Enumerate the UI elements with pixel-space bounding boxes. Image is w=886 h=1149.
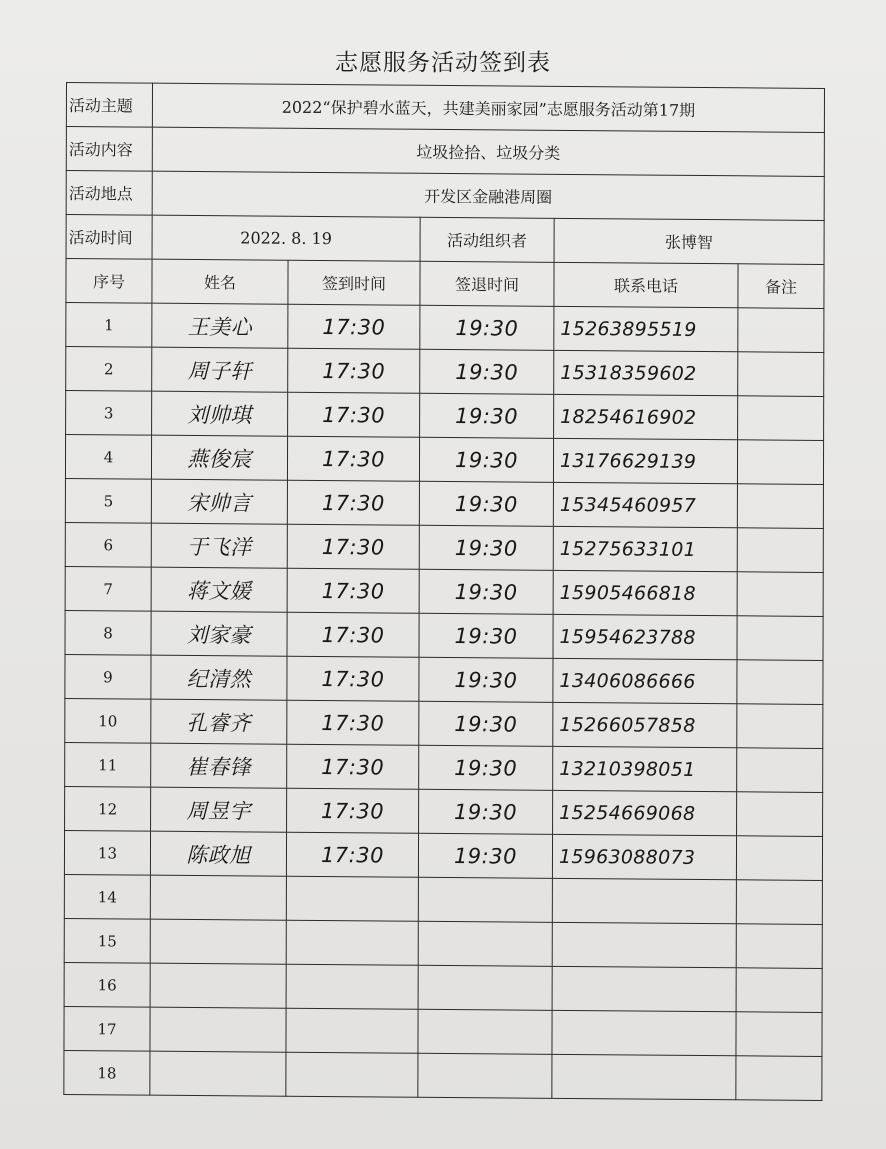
note-cell <box>737 572 823 617</box>
row-number: 14 <box>64 874 150 919</box>
sign-in-time <box>286 1008 418 1053</box>
time-label: 活动时间 <box>66 215 152 260</box>
phone-number <box>552 922 736 967</box>
time-row <box>66 215 824 265</box>
sign-in-time <box>286 964 418 1009</box>
column-header: 备注 <box>738 264 824 309</box>
place-label: 活动地点 <box>66 171 152 216</box>
theme-label: 活动主题 <box>66 83 152 128</box>
volunteer-name: 刘帅琪 <box>152 391 288 436</box>
sign-in-time: 17:30 <box>288 392 420 437</box>
note-cell <box>736 924 822 969</box>
table-row <box>65 698 823 748</box>
sign-out-time: 19:30 <box>420 393 554 438</box>
volunteer-name: 于飞洋 <box>151 523 287 568</box>
sign-in-time: 17:30 <box>287 700 419 745</box>
theme-row <box>66 83 824 133</box>
table-row <box>64 1050 822 1100</box>
sign-out-time <box>418 1009 552 1054</box>
row-number: 10 <box>65 698 151 743</box>
volunteer-name: 燕俊宸 <box>151 435 287 480</box>
note-cell <box>736 1056 822 1101</box>
phone-number: 15345460957 <box>553 482 737 527</box>
phone-number: 15963088073 <box>552 834 736 879</box>
column-header: 联系电话 <box>554 262 738 307</box>
row-number: 4 <box>65 434 151 479</box>
sign-in-time: 17:30 <box>288 348 420 393</box>
row-number: 2 <box>66 346 152 391</box>
sign-in-time: 17:30 <box>287 612 419 657</box>
note-cell <box>736 968 822 1013</box>
table-row <box>65 478 823 528</box>
sign-out-time: 19:30 <box>419 569 553 614</box>
place-row <box>66 171 824 221</box>
sign-in-time <box>286 920 418 965</box>
table-row <box>64 918 822 968</box>
sign-out-time: 19:30 <box>419 437 553 482</box>
sign-out-time: 19:30 <box>419 525 553 570</box>
sign-in-time <box>286 1052 418 1097</box>
note-cell <box>736 836 822 881</box>
row-number: 15 <box>64 918 150 963</box>
note-cell <box>737 660 823 705</box>
table-row <box>66 390 824 440</box>
sign-out-time: 19:30 <box>420 349 554 394</box>
phone-number <box>552 1010 736 1055</box>
note-cell <box>737 704 823 749</box>
table-row <box>64 1006 822 1056</box>
sign-out-time: 19:30 <box>419 745 553 790</box>
phone-number: 15263895519 <box>554 306 738 351</box>
note-cell <box>737 484 823 529</box>
sign-in-time: 17:30 <box>286 832 418 877</box>
volunteer-name: 蒋文媛 <box>151 567 287 612</box>
sign-out-time: 19:30 <box>419 481 553 526</box>
table-row <box>66 346 824 396</box>
row-number: 5 <box>65 478 151 523</box>
volunteer-name <box>150 1051 286 1096</box>
row-number: 18 <box>64 1050 150 1095</box>
sign-in-time: 17:30 <box>287 568 419 613</box>
table-row <box>66 303 824 353</box>
row-number: 17 <box>64 1006 150 1051</box>
sign-in-time: 17:30 <box>287 744 419 789</box>
volunteer-name <box>150 919 286 964</box>
table-row <box>64 830 822 880</box>
phone-number: 15266057858 <box>553 702 737 747</box>
phone-number: 13176629139 <box>553 438 737 483</box>
sign-in-table <box>63 82 825 1101</box>
sign-out-time: 19:30 <box>419 701 553 746</box>
note-cell <box>737 792 823 837</box>
table-row <box>65 742 823 792</box>
volunteer-name: 刘家豪 <box>151 611 287 656</box>
organizer-label: 活动组织者 <box>420 217 554 262</box>
time-value: 2022. 8. 19 <box>152 215 420 261</box>
volunteer-name: 周子轩 <box>152 347 288 392</box>
theme-value: 2022“保护碧水蓝天，共建美丽家园”志愿服务活动第17期 <box>152 83 824 132</box>
note-cell <box>737 616 823 661</box>
sign-out-time: 19:30 <box>419 657 553 702</box>
note-cell <box>737 748 823 793</box>
column-header: 序号 <box>66 259 152 304</box>
content-value: 垃圾捡拾、垃圾分类 <box>152 127 824 176</box>
table-row <box>64 962 822 1012</box>
note-cell <box>736 880 822 925</box>
table-row <box>65 610 823 660</box>
column-header: 签退时间 <box>420 261 554 306</box>
row-number: 9 <box>65 654 151 699</box>
phone-number: 15954623788 <box>553 614 737 659</box>
content-row <box>66 127 824 177</box>
sign-out-time: 19:30 <box>420 305 554 350</box>
sign-in-time: 17:30 <box>287 788 419 833</box>
sign-in-time: 17:30 <box>287 656 419 701</box>
organizer-value: 张博智 <box>554 218 824 264</box>
note-cell <box>738 352 824 397</box>
row-number: 12 <box>65 786 151 831</box>
row-number: 16 <box>64 962 150 1007</box>
sign-in-time: 17:30 <box>288 304 420 349</box>
volunteer-name <box>150 875 286 920</box>
note-cell <box>736 1012 822 1057</box>
sign-out-time <box>418 877 552 922</box>
phone-number: 15318359602 <box>554 350 738 395</box>
note-cell <box>737 528 823 573</box>
phone-number: 15905466818 <box>553 570 737 615</box>
table-row <box>65 522 823 572</box>
phone-number <box>552 966 736 1011</box>
phone-number: 13210398051 <box>553 746 737 791</box>
volunteer-name: 王美心 <box>152 303 288 348</box>
phone-number <box>552 878 736 923</box>
row-number: 8 <box>65 610 151 655</box>
volunteer-name <box>150 1007 286 1052</box>
sign-out-time: 19:30 <box>419 789 553 834</box>
row-number: 11 <box>65 742 151 787</box>
table-row <box>65 566 823 616</box>
sign-out-time: 19:30 <box>419 613 553 658</box>
volunteer-name: 周昱宇 <box>151 787 287 832</box>
table-row <box>65 654 823 704</box>
column-header: 姓名 <box>152 259 288 304</box>
column-header-row <box>66 259 824 309</box>
sign-out-time <box>418 965 552 1010</box>
phone-number: 15275633101 <box>553 526 737 571</box>
sign-in-time: 17:30 <box>287 524 419 569</box>
row-number: 3 <box>66 390 152 435</box>
volunteer-name: 孔睿齐 <box>151 699 287 744</box>
sign-out-time: 19:30 <box>418 833 552 878</box>
volunteer-name: 宋帅言 <box>151 479 287 524</box>
column-header: 签到时间 <box>288 260 420 305</box>
table-row <box>65 786 823 836</box>
place-value: 开发区金融港周圈 <box>152 171 824 220</box>
note-cell <box>738 396 824 441</box>
row-number: 7 <box>65 566 151 611</box>
phone-number <box>552 1054 736 1099</box>
volunteer-name: 崔春锋 <box>151 743 287 788</box>
table-row <box>64 874 822 924</box>
note-cell <box>738 308 824 353</box>
volunteer-name: 纪清然 <box>151 655 287 700</box>
content-label: 活动内容 <box>66 127 152 172</box>
row-number: 6 <box>65 522 151 567</box>
volunteer-name <box>150 963 286 1008</box>
page-title: 志愿服务活动签到表 <box>335 50 551 76</box>
row-number: 1 <box>66 303 152 348</box>
sign-in-table-container <box>63 82 824 1101</box>
volunteer-name: 陈政旭 <box>150 831 286 876</box>
phone-number: 18254616902 <box>554 394 738 439</box>
sign-in-time: 17:30 <box>287 480 419 525</box>
sign-in-time: 17:30 <box>287 436 419 481</box>
sign-in-time <box>286 876 418 921</box>
table-row <box>65 434 823 484</box>
sign-out-time <box>418 1053 552 1098</box>
note-cell <box>737 440 823 485</box>
sign-out-time <box>418 921 552 966</box>
phone-number: 15254669068 <box>553 790 737 835</box>
phone-number: 13406086666 <box>553 658 737 703</box>
row-number: 13 <box>64 830 150 875</box>
